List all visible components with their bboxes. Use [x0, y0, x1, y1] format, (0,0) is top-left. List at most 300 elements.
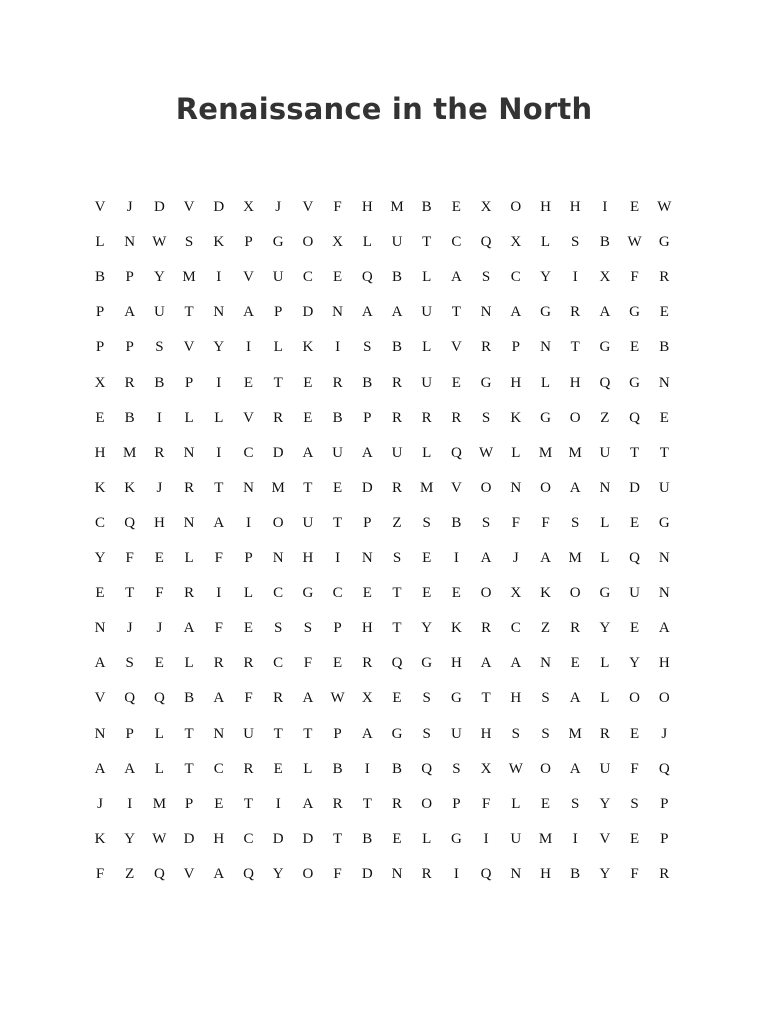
grid-letter: R: [332, 795, 343, 812]
grid-letter: L: [540, 234, 551, 251]
grid-letter: Q: [124, 690, 136, 707]
grid-letter: A: [302, 690, 314, 707]
grid-letter: J: [512, 550, 519, 566]
grid-letter: O: [510, 199, 522, 215]
grid-letter: T: [392, 620, 402, 637]
grid-letter: Q: [599, 374, 611, 391]
grid-letter: L: [303, 760, 313, 777]
grid-letter: N: [480, 304, 492, 321]
grid-letter: S: [184, 234, 194, 251]
grid-letter: U: [332, 444, 344, 461]
grid-letter: I: [335, 550, 341, 566]
grid-letter: T: [214, 479, 224, 496]
grid-row: [85, 295, 685, 330]
grid-letter: S: [363, 339, 372, 356]
grid-row: [85, 330, 685, 365]
grid-letter: J: [126, 199, 133, 215]
grid-letter: G: [302, 585, 314, 602]
grid-letter: X: [243, 199, 254, 215]
grid-letter: E: [422, 550, 432, 566]
grid-letter: T: [184, 760, 194, 777]
grid-letter: E: [303, 374, 313, 391]
grid-letter: R: [213, 655, 224, 672]
grid-letter: U: [629, 585, 641, 602]
grid-letter: H: [94, 444, 106, 461]
grid-letter: R: [273, 409, 284, 426]
grid-letter: Z: [125, 865, 135, 882]
grid-letter: R: [243, 655, 254, 672]
grid-letter: S: [452, 760, 461, 777]
grid-letter: J: [275, 199, 282, 215]
grid-letter: W: [479, 444, 494, 461]
grid-letter: N: [213, 725, 225, 742]
grid-letter: A: [124, 760, 136, 777]
grid-letter: F: [333, 865, 342, 882]
grid-letter: D: [272, 830, 284, 847]
grid-letter: N: [599, 479, 611, 496]
grid-letter: A: [94, 655, 106, 672]
grid-letter: D: [302, 830, 314, 847]
grid-letter: G: [540, 409, 551, 426]
grid-letter: K: [450, 620, 462, 637]
grid-letter: O: [480, 585, 492, 602]
grid-letter: I: [216, 585, 222, 602]
grid-letter: I: [335, 339, 341, 356]
grid-letter: R: [659, 865, 670, 882]
grid-letter: G: [480, 374, 492, 391]
grid-letter: M: [123, 444, 137, 461]
grid-letter: Y: [153, 269, 165, 286]
grid-letter: B: [451, 514, 462, 531]
grid-letter: A: [213, 514, 225, 531]
grid-letter: N: [183, 444, 195, 461]
grid-letter: L: [540, 374, 551, 391]
grid-letter: Q: [629, 550, 641, 566]
grid-letter: X: [510, 234, 522, 251]
grid-letter: F: [214, 550, 223, 566]
grid-letter: I: [216, 269, 222, 286]
grid-letter: Q: [450, 444, 462, 461]
grid-letter: A: [94, 760, 106, 777]
grid-letter: X: [94, 374, 106, 391]
grid-letter: X: [480, 199, 492, 215]
grid-letter: D: [361, 865, 373, 882]
grid-letter: K: [540, 585, 551, 602]
grid-letter: G: [658, 234, 670, 251]
grid-row: [85, 190, 685, 225]
grid-letter: F: [125, 550, 134, 566]
grid-letter: X: [599, 269, 611, 286]
grid-letter: I: [246, 339, 251, 356]
grid-letter: P: [244, 550, 253, 566]
grid-letter: U: [421, 374, 433, 391]
grid-letter: P: [511, 339, 520, 356]
grid-letter: I: [453, 865, 459, 882]
grid-letter: M: [568, 725, 582, 742]
grid-letter: E: [95, 585, 105, 602]
grid-letter: Y: [124, 830, 136, 847]
grid-letter: H: [510, 690, 522, 707]
grid-letter: S: [541, 690, 550, 707]
grid-letter: A: [124, 304, 136, 321]
grid-letter: N: [183, 514, 195, 531]
grid-letter: L: [422, 339, 432, 356]
grid-letter: L: [362, 234, 372, 251]
grid-letter: E: [422, 585, 432, 602]
grid-letter: V: [450, 479, 462, 496]
grid-letter: G: [450, 830, 462, 847]
grid-letter: L: [184, 655, 194, 672]
grid-letter: T: [333, 830, 343, 847]
grid-letter: E: [451, 585, 461, 602]
grid-letter: C: [94, 514, 105, 531]
grid-row: [85, 260, 685, 295]
grid-letter: O: [540, 479, 551, 496]
grid-letter: T: [184, 725, 194, 742]
grid-letter: Y: [599, 795, 611, 812]
grid-letter: U: [599, 444, 611, 461]
grid-letter: L: [214, 409, 224, 426]
grid-letter: T: [659, 444, 669, 461]
grid-letter: R: [481, 620, 492, 637]
grid-letter: L: [154, 760, 164, 777]
grid-letter: T: [392, 585, 402, 602]
grid-letter: A: [480, 655, 492, 672]
grid-letter: H: [361, 620, 373, 637]
grid-letter: Q: [629, 409, 641, 426]
grid-letter: S: [125, 655, 134, 672]
grid-letter: R: [273, 690, 284, 707]
grid-letter: T: [184, 304, 194, 321]
grid-letter: O: [480, 479, 492, 496]
grid-letter: C: [451, 234, 462, 251]
grid-letter: A: [510, 304, 522, 321]
grid-letter: E: [154, 550, 164, 566]
grid-letter: F: [630, 269, 639, 286]
grid-letter: A: [540, 550, 551, 566]
grid-letter: T: [303, 725, 313, 742]
grid-letter: S: [511, 725, 520, 742]
grid-letter: B: [154, 374, 165, 391]
grid-letter: O: [658, 690, 670, 707]
grid-letter: R: [391, 479, 402, 496]
grid-letter: I: [572, 269, 578, 286]
grid-letter: Z: [600, 409, 610, 426]
grid-letter: O: [302, 865, 314, 882]
grid-letter: X: [510, 585, 522, 602]
grid-letter: E: [95, 409, 105, 426]
grid-letter: I: [246, 514, 251, 531]
grid-letter: F: [630, 760, 639, 777]
grid-letter: U: [510, 830, 522, 847]
grid-letter: A: [302, 444, 314, 461]
grid-letter: U: [243, 725, 254, 742]
grid-letter: O: [540, 760, 551, 777]
grid-letter: I: [572, 830, 578, 847]
grid-letter: W: [330, 690, 345, 707]
grid-letter: B: [391, 339, 402, 356]
grid-letter: L: [184, 550, 194, 566]
grid-letter: D: [361, 479, 373, 496]
grid-letter: O: [629, 690, 641, 707]
grid-letter: E: [570, 655, 580, 672]
grid-letter: I: [364, 760, 370, 777]
grid-letter: I: [127, 795, 133, 812]
grid-letter: J: [156, 620, 163, 637]
grid-letter: F: [630, 865, 639, 882]
grid-letter: R: [184, 479, 195, 496]
grid-letter: S: [571, 234, 580, 251]
grid-letter: I: [483, 830, 489, 847]
grid-letter: O: [569, 585, 581, 602]
grid-letter: E: [630, 830, 640, 847]
grid-letter: M: [390, 199, 404, 215]
grid-letter: R: [570, 304, 581, 321]
grid-letter: Y: [540, 269, 551, 286]
grid-letter: B: [184, 690, 195, 707]
grid-letter: L: [600, 514, 610, 531]
grid-letter: N: [272, 550, 284, 566]
grid-letter: U: [421, 304, 433, 321]
grid-letter: B: [332, 409, 343, 426]
grid-letter: N: [658, 374, 670, 391]
grid-letter: G: [272, 234, 284, 251]
grid-letter: K: [94, 479, 106, 496]
grid-letter: P: [363, 409, 372, 426]
grid-row: [85, 611, 685, 646]
grid-row: [85, 366, 685, 401]
grid-letter: B: [659, 339, 670, 356]
grid-letter: M: [538, 830, 553, 847]
grid-letter: C: [302, 269, 313, 286]
grid-letter: R: [451, 409, 462, 426]
grid-letter: F: [511, 514, 520, 531]
grid-letter: T: [125, 585, 135, 602]
grid-letter: A: [569, 760, 581, 777]
grid-letter: E: [451, 199, 461, 215]
grid-letter: J: [661, 725, 668, 742]
grid-letter: C: [510, 620, 521, 637]
grid-letter: L: [422, 269, 432, 286]
grid-row: [85, 576, 685, 611]
grid-letter: N: [243, 479, 254, 496]
grid-row: [85, 436, 685, 471]
grid-letter: K: [510, 409, 522, 426]
grid-letter: B: [570, 865, 581, 882]
grid-row: [85, 822, 685, 857]
grid-letter: M: [538, 444, 553, 461]
grid-letter: E: [303, 409, 313, 426]
grid-letter: E: [540, 795, 551, 812]
grid-letter: G: [540, 304, 551, 321]
grid-letter: V: [183, 865, 195, 882]
grid-letter: H: [302, 550, 314, 566]
grid-letter: L: [422, 444, 432, 461]
grid-letter: U: [272, 269, 284, 286]
grid-letter: K: [213, 234, 225, 251]
grid-letter: G: [421, 655, 433, 672]
grid-letter: Z: [392, 514, 402, 531]
grid-letter: M: [271, 479, 285, 496]
grid-letter: E: [333, 479, 343, 496]
grid-letter: E: [333, 655, 343, 672]
grid-letter: W: [508, 760, 523, 777]
grid-letter: A: [361, 444, 373, 461]
grid-letter: F: [541, 514, 550, 531]
grid-letter: S: [392, 550, 402, 566]
grid-letter: Y: [421, 620, 433, 637]
grid-letter: M: [568, 550, 582, 566]
grid-letter: Q: [243, 865, 254, 882]
grid-letter: M: [152, 795, 167, 812]
grid-letter: Z: [540, 620, 551, 637]
grid-letter: D: [213, 199, 225, 215]
grid-row: [85, 646, 685, 681]
grid-letter: H: [480, 725, 492, 742]
grid-letter: N: [213, 304, 225, 321]
grid-letter: R: [421, 865, 432, 882]
grid-letter: T: [243, 795, 254, 812]
grid-letter: L: [243, 585, 254, 602]
grid-letter: K: [124, 479, 136, 496]
grid-letter: X: [332, 234, 344, 251]
grid-letter: B: [124, 409, 135, 426]
grid-letter: Q: [153, 690, 165, 707]
grid-letter: S: [303, 620, 313, 637]
grid-letter: L: [600, 690, 610, 707]
grid-letter: P: [184, 374, 194, 391]
grid-letter: I: [602, 199, 608, 215]
grid-letter: C: [243, 830, 254, 847]
grid-letter: T: [273, 374, 283, 391]
grid-letter: T: [333, 514, 343, 531]
grid-row: [85, 225, 685, 260]
grid-letter: A: [183, 620, 195, 637]
grid-letter: E: [243, 620, 254, 637]
grid-letter: S: [422, 514, 431, 531]
grid-letter: G: [599, 585, 611, 602]
grid-letter: O: [421, 795, 433, 812]
grid-letter: V: [302, 199, 314, 215]
grid-letter: W: [657, 199, 672, 215]
grid-letter: V: [183, 339, 195, 356]
grid-letter: L: [511, 795, 521, 812]
grid-letter: N: [391, 865, 403, 882]
grid-letter: N: [658, 550, 670, 566]
grid-letter: O: [302, 234, 314, 251]
grid-letter: A: [569, 690, 581, 707]
grid-letter: G: [450, 690, 462, 707]
grid-letter: A: [361, 304, 373, 321]
grid-letter: K: [94, 830, 106, 847]
grid-letter: P: [125, 725, 134, 742]
grid-row: [85, 752, 685, 787]
grid-letter: H: [361, 199, 373, 215]
grid-letter: X: [361, 690, 373, 707]
grid-letter: V: [243, 409, 254, 426]
grid-letter: Q: [124, 514, 136, 531]
grid-letter: F: [155, 585, 164, 602]
grid-letter: T: [481, 690, 491, 707]
grid-letter: S: [481, 269, 491, 286]
grid-letter: H: [153, 514, 165, 531]
grid-letter: B: [362, 830, 373, 847]
grid-letter: S: [571, 795, 580, 812]
grid-letter: F: [333, 199, 342, 215]
grid-letter: V: [94, 199, 106, 215]
grid-letter: S: [422, 690, 431, 707]
grid-letter: P: [660, 830, 669, 847]
grid-letter: R: [659, 269, 670, 286]
grid-letter: F: [303, 655, 313, 672]
grid-letter: I: [156, 409, 162, 426]
grid-letter: G: [658, 514, 670, 531]
grid-letter: N: [658, 585, 670, 602]
grid-letter: E: [392, 690, 402, 707]
grid-letter: B: [599, 234, 610, 251]
grid-letter: M: [420, 479, 434, 496]
grid-letter: S: [155, 339, 164, 356]
grid-letter: T: [273, 725, 283, 742]
grid-letter: A: [510, 655, 522, 672]
grid-letter: H: [213, 830, 225, 847]
grid-letter: H: [450, 655, 462, 672]
grid-letter: I: [216, 374, 222, 391]
grid-letter: W: [627, 234, 642, 251]
grid-letter: Q: [658, 760, 670, 777]
grid-letter: S: [274, 620, 283, 637]
grid-letter: O: [569, 409, 581, 426]
grid-letter: V: [243, 269, 254, 286]
grid-letter: R: [481, 339, 492, 356]
grid-letter: O: [272, 514, 284, 531]
grid-letter: X: [480, 760, 492, 777]
grid-letter: R: [421, 409, 432, 426]
grid-letter: E: [630, 620, 640, 637]
grid-letter: C: [273, 655, 284, 672]
grid-row: [85, 541, 685, 576]
grid-letter: H: [540, 865, 551, 882]
grid-letter: V: [450, 339, 462, 356]
grid-letter: E: [362, 585, 372, 602]
grid-letter: N: [332, 304, 344, 321]
grid-letter: L: [511, 444, 521, 461]
grid-letter: H: [540, 199, 551, 215]
grid-letter: P: [660, 795, 669, 812]
grid-letter: U: [450, 725, 462, 742]
grid-letter: A: [480, 550, 492, 566]
grid-letter: Y: [94, 550, 106, 566]
grid-letter: V: [94, 690, 106, 707]
grid-letter: E: [214, 795, 224, 812]
grid-letter: E: [154, 655, 164, 672]
grid-letter: D: [302, 304, 314, 321]
grid-letter: I: [453, 550, 459, 566]
grid-letter: R: [243, 760, 254, 777]
grid-letter: C: [213, 760, 224, 777]
grid-letter: N: [540, 655, 551, 672]
grid-letter: N: [94, 620, 106, 637]
grid-letter: U: [658, 479, 670, 496]
grid-letter: B: [362, 374, 373, 391]
grid-letter: T: [303, 479, 313, 496]
grid-row: [85, 717, 685, 752]
grid-letter: M: [568, 444, 582, 461]
grid-letter: N: [540, 339, 551, 356]
grid-letter: C: [243, 444, 254, 461]
grid-letter: R: [391, 795, 402, 812]
grid-letter: E: [243, 374, 254, 391]
